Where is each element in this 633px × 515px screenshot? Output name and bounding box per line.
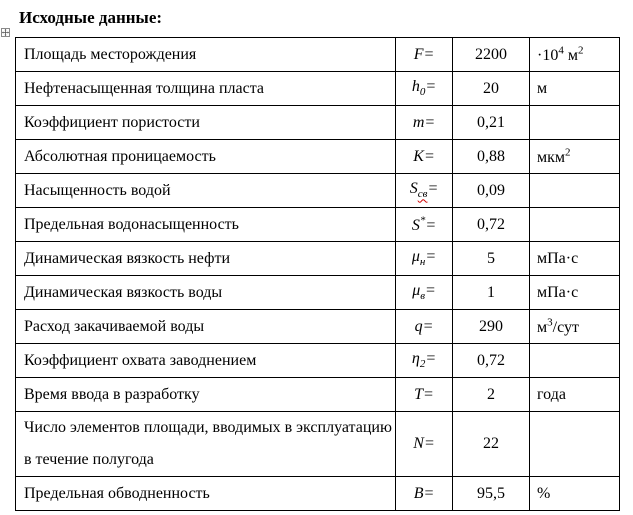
symbol — [411, 214, 437, 234]
parameter-value: 0,72 — [477, 215, 505, 233]
unit-cell — [530, 140, 620, 174]
parameter-name: Расход закачиваемой воды — [24, 318, 205, 335]
symbol-cell — [396, 38, 453, 72]
value-cell — [453, 310, 530, 344]
unit — [537, 146, 571, 166]
symbol-cell — [396, 276, 453, 310]
parameter-name: Нефтенасыщенная толщина пласта — [24, 80, 264, 97]
parameter-name: Динамическая вязкость воды — [24, 284, 223, 301]
unit-text: мПа·с — [537, 283, 579, 301]
parameter-value: 5 — [487, 249, 495, 267]
unit — [537, 485, 550, 502]
unit-cell — [530, 242, 620, 276]
parameter-name: Предельная водонасыщенность — [24, 216, 239, 233]
table-row — [16, 38, 620, 72]
parameter-value: 0,72 — [477, 351, 505, 369]
unit — [537, 386, 566, 403]
value-cell — [453, 174, 530, 208]
table-row — [16, 378, 620, 412]
parameter-name-cell — [16, 72, 396, 106]
parameter-name-cell — [16, 140, 396, 174]
symbol-subscript: 0 — [419, 86, 426, 99]
parameter-name: Коэффициент охвата заводнением — [24, 352, 257, 369]
symbol-base: μ — [411, 248, 420, 266]
unit-text-rest: /сут — [552, 318, 579, 336]
symbol-cell — [396, 208, 453, 242]
next-paragraph-clipped — [45, 510, 605, 515]
symbol — [413, 148, 434, 165]
unit-text: м — [537, 318, 548, 336]
parameter-name-cell — [16, 276, 396, 310]
equals-sign: = — [425, 350, 437, 368]
parameter-name-cell — [16, 344, 396, 378]
unit-cell — [530, 208, 620, 242]
table-row — [16, 310, 620, 344]
parameter-name: Динамическая вязкость нефти — [24, 250, 231, 267]
parameter-name: Насыщенность водой — [24, 182, 171, 199]
value-cell — [453, 344, 530, 378]
equals-sign: = — [422, 317, 434, 335]
symbol — [412, 282, 436, 303]
parameter-name-cell — [16, 106, 396, 140]
table-row — [16, 106, 620, 140]
value-cell — [453, 72, 530, 106]
parameter-value: 95,5 — [477, 484, 505, 502]
table-row — [16, 174, 620, 208]
unit-cell — [530, 106, 620, 140]
symbol-base: h — [411, 78, 420, 96]
table-row — [16, 344, 620, 378]
symbol — [413, 114, 435, 131]
input-data-table — [15, 37, 620, 511]
symbol-base: F — [413, 45, 424, 63]
symbol-base: m — [412, 113, 425, 131]
symbol — [411, 248, 437, 269]
unit-text-rest: м — [563, 46, 578, 64]
parameter-value: 290 — [479, 317, 503, 335]
unit — [537, 284, 578, 301]
parameter-name-cell — [16, 412, 396, 477]
table-row — [16, 72, 620, 106]
symbol-cell — [396, 140, 453, 174]
unit-text: года — [537, 385, 566, 403]
symbol-cell — [396, 477, 453, 511]
value-cell — [453, 242, 530, 276]
parameter-name: Абсолютная проницаемость — [24, 148, 216, 165]
unit-cell — [530, 276, 620, 310]
unit-cell — [530, 38, 620, 72]
unit-superscript: 2 — [577, 44, 584, 57]
unit-text: ·10 — [537, 46, 559, 64]
equals-sign: = — [423, 435, 435, 452]
value-cell — [453, 38, 530, 72]
symbol-base: S — [409, 180, 418, 198]
symbol-base: N — [413, 435, 424, 452]
symbol-cell — [396, 344, 453, 378]
parameter-name-cell — [16, 38, 396, 72]
equals-sign: = — [425, 78, 437, 96]
symbol — [411, 350, 437, 371]
unit-cell — [530, 72, 620, 106]
symbol — [414, 46, 435, 63]
table-row — [16, 477, 620, 511]
unit — [537, 80, 547, 97]
parameter-value: 0,09 — [477, 181, 505, 199]
equals-sign: = — [423, 385, 434, 403]
equals-sign: = — [427, 180, 439, 198]
parameter-name-cell — [16, 208, 396, 242]
value-cell — [453, 106, 530, 140]
unit-text: % — [537, 484, 551, 502]
symbol-cell — [396, 310, 453, 344]
unit-text: мкм — [537, 148, 566, 166]
parameter-name: Площадь месторождения — [24, 46, 197, 63]
unit-superscript: 3 — [547, 316, 553, 329]
table-row — [16, 208, 620, 242]
table-row — [16, 140, 620, 174]
parameter-value: 0,21 — [477, 113, 505, 131]
section-heading: Исходные данные: — [19, 8, 163, 27]
symbol-cell — [396, 106, 453, 140]
symbol-base: K — [413, 147, 424, 165]
table-row — [16, 276, 620, 310]
value-cell — [453, 208, 530, 242]
symbol — [411, 78, 437, 99]
unit-cell — [530, 378, 620, 412]
value-cell — [453, 412, 530, 477]
unit — [537, 250, 578, 267]
parameter-value: 22 — [483, 435, 499, 452]
table-move-handle-icon[interactable] — [1, 28, 10, 37]
symbol-cell — [396, 72, 453, 106]
equals-sign: = — [423, 45, 435, 63]
symbol-subscript: св — [417, 188, 428, 201]
equals-sign: = — [425, 216, 437, 234]
parameter-value: 1 — [487, 283, 495, 301]
parameter-name-cell — [16, 477, 396, 511]
equals-sign: = — [423, 147, 435, 165]
symbol-base: μ — [412, 282, 421, 300]
symbol — [414, 485, 435, 502]
symbol — [415, 318, 434, 335]
parameter-name: Коэффициент пористости — [24, 114, 200, 131]
parameter-value: 2200 — [475, 45, 507, 63]
parameter-name: Число элементов площади, вводимых в эксплуатацию в течение полугода — [24, 419, 392, 468]
symbol-superscript: * — [419, 214, 426, 227]
parameter-name-cell — [16, 378, 396, 412]
symbol-base: T — [414, 385, 424, 403]
parameter-value: 2 — [487, 385, 495, 403]
symbol-base: B — [413, 484, 424, 502]
parameter-value: 20 — [483, 79, 499, 97]
parameter-name-cell — [16, 242, 396, 276]
symbol-subscript: н — [419, 256, 426, 269]
unit-superscript: 4 — [558, 44, 564, 57]
equals-sign: = — [425, 282, 436, 300]
parameter-name-cell — [16, 174, 396, 208]
unit-cell — [530, 310, 620, 344]
symbol-base: S — [411, 216, 420, 234]
unit — [537, 44, 584, 64]
equals-sign: = — [423, 484, 435, 502]
table-row — [16, 242, 620, 276]
unit-cell — [530, 344, 620, 378]
symbol — [414, 386, 434, 403]
unit-superscript: 2 — [565, 146, 571, 159]
symbol-base: q — [414, 317, 423, 335]
symbol-cell — [396, 174, 453, 208]
unit-cell — [530, 412, 620, 477]
value-cell — [453, 140, 530, 174]
parameter-name: Время ввода в разработку — [24, 386, 200, 403]
symbol-cell — [396, 242, 453, 276]
symbol — [409, 180, 439, 201]
parameter-value: 0,88 — [477, 147, 505, 165]
equals-sign: = — [425, 248, 437, 266]
unit — [537, 316, 579, 336]
unit-text: м — [537, 79, 548, 97]
symbol — [413, 435, 434, 452]
value-cell — [453, 477, 530, 511]
unit-cell — [530, 477, 620, 511]
symbol-base: η — [411, 350, 420, 368]
symbol-subscript: в — [420, 290, 425, 303]
parameter-name-cell — [16, 310, 396, 344]
table-row — [16, 412, 620, 477]
symbol-cell — [396, 378, 453, 412]
symbol-cell — [396, 412, 453, 477]
unit-text: мПа·с — [537, 249, 579, 267]
parameter-name: Предельная обводненность — [24, 485, 210, 502]
symbol-subscript: 2 — [419, 358, 426, 371]
unit-cell — [530, 174, 620, 208]
value-cell — [453, 378, 530, 412]
equals-sign: = — [424, 113, 436, 131]
value-cell — [453, 276, 530, 310]
